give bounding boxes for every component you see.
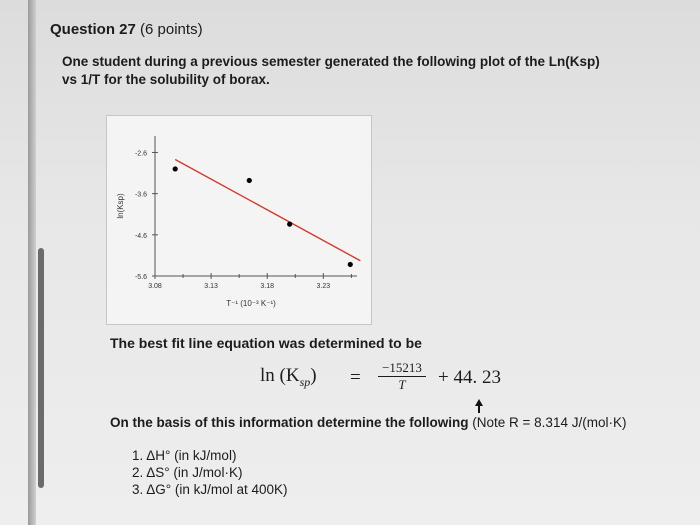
x-tick-label-3: 3.23 bbox=[316, 283, 331, 290]
x-axis-label: T⁻¹ (10⁻³ K⁻¹) bbox=[226, 299, 276, 308]
equation-numerator: −15213 bbox=[382, 360, 422, 375]
question-heading bbox=[50, 21, 203, 38]
task-item-1: 1. ΔH° (in kJ/mol) bbox=[132, 448, 237, 463]
data-point-3 bbox=[287, 222, 292, 227]
prompt-line-1: One student during a previous semester generated the following plot of the Ln(Ksp) bbox=[62, 54, 600, 69]
x-tick-label-0: 3.08 bbox=[148, 283, 162, 290]
data-point-4 bbox=[348, 262, 353, 267]
plot-svg bbox=[107, 116, 371, 324]
basis-instruction bbox=[110, 415, 626, 430]
question-prompt bbox=[62, 53, 622, 89]
task-item-3: 3. ΔG° (in kJ/mol at 400K) bbox=[132, 482, 288, 497]
basis-main: On the basis of this information determine the following bbox=[110, 415, 469, 430]
equation-fraction bbox=[378, 361, 426, 392]
question-points: (6 points) bbox=[140, 21, 203, 38]
question-card bbox=[48, 15, 698, 525]
y-tick-label-3: -5.6 bbox=[134, 274, 148, 281]
equation-lhs bbox=[260, 365, 317, 390]
window-edge bbox=[28, 0, 36, 525]
equation-denominator: T bbox=[398, 377, 406, 392]
equation-lhs-subscript: sp bbox=[299, 374, 311, 389]
task-item-2: 2. ΔS° (in J/mol·K) bbox=[132, 465, 243, 480]
equation-lhs-text: ln (K bbox=[260, 365, 300, 386]
y-axis-label: ln(Ksp) bbox=[116, 193, 125, 219]
data-point-1 bbox=[173, 166, 178, 171]
y-tick-label-0: -2.6 bbox=[134, 150, 148, 158]
equation-constant: + 44. 23 bbox=[438, 367, 501, 388]
ln-ksp-plot bbox=[106, 115, 372, 325]
y-tick-label-2: -4.6 bbox=[134, 232, 148, 240]
x-tick-label-2: 3.18 bbox=[260, 283, 275, 290]
fit-line bbox=[175, 159, 360, 260]
mouse-cursor-icon bbox=[474, 399, 484, 413]
task-list bbox=[132, 447, 287, 498]
fit-line-label: The best fit line equation was determined to be bbox=[110, 335, 422, 351]
data-point-2 bbox=[247, 178, 252, 183]
equation-equals: = bbox=[350, 367, 361, 388]
scrollbar-thumb[interactable] bbox=[38, 248, 44, 488]
basis-note: (Note R = 8.314 J/(mol·K) bbox=[472, 415, 627, 430]
fit-equation bbox=[260, 361, 520, 397]
y-tick-label-1: -3.6 bbox=[134, 191, 148, 199]
question-title: Question 27 bbox=[50, 21, 136, 38]
prompt-line-2: vs 1/T for the solubility of borax. bbox=[62, 72, 270, 87]
equation-lhs-close: ) bbox=[310, 365, 317, 386]
x-tick-label-1: 3.13 bbox=[204, 283, 218, 290]
